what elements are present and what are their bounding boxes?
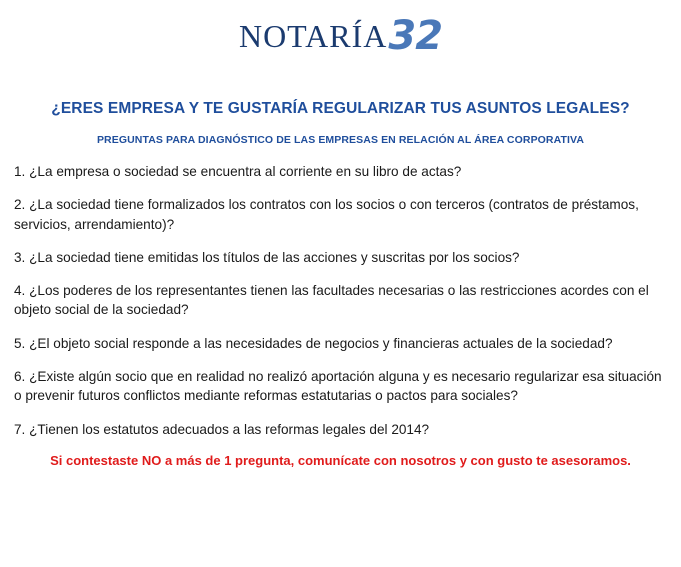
page-subtitle: PREGUNTAS PARA DIAGNÓSTICO DE LAS EMPRESAS EN RELACIÓN AL ÁREA CORPORATIVA	[96, 134, 585, 146]
page-title: ¿ERES EMPRESA Y TE GUSTARÍA REGULARIZAR TUS ASUNTOS LEGALES?	[51, 100, 630, 117]
call-to-action-note	[0, 453, 681, 468]
list-item: 5. ¿El objeto social responde a las necesidades de negocios y financieras actuales de la sociedad?	[14, 335, 613, 351]
cta-prefix: Si contestaste	[50, 452, 142, 468]
list-item: 2. ¿La sociedad tiene formalizados los contratos con los socios o con terceros (contratos de préstamos, servicios, arrendamiento)?	[14, 197, 639, 232]
cta-emphasis: NO	[141, 452, 162, 468]
logo-number: 32	[388, 13, 443, 59]
notaria-logo	[238, 13, 443, 59]
logo-wordmark: NOTARÍA	[238, 18, 388, 54]
list-item: 6. ¿Existe algún socio que en realidad no realizó aportación alguna y es necesario regularizar esa situación o prevenir futuros conflictos mediante reformas estatutarias o pactos para sociales?	[14, 369, 662, 404]
questions-list	[0, 162, 681, 439]
list-item: 3. ¿La sociedad tiene emitidas los títulos de las acciones y suscritas por los socios?	[14, 249, 520, 265]
list-item: 7. ¿Tienen los estatutos adecuados a las reformas legales del 2014?	[14, 421, 430, 437]
logo-header	[0, 0, 681, 62]
list-item: 4. ¿Los poderes de los representantes tienen las facultades necesarias o las restricciones acordes con el objeto social de la sociedad?	[14, 283, 649, 318]
list-item: 1. ¿La empresa o sociedad se encuentra al corriente en su libro de actas?	[14, 164, 462, 179]
cta-suffix: a más de 1 pregunta, comunícate con nosotros y con gusto te asesoramos.	[161, 452, 631, 468]
